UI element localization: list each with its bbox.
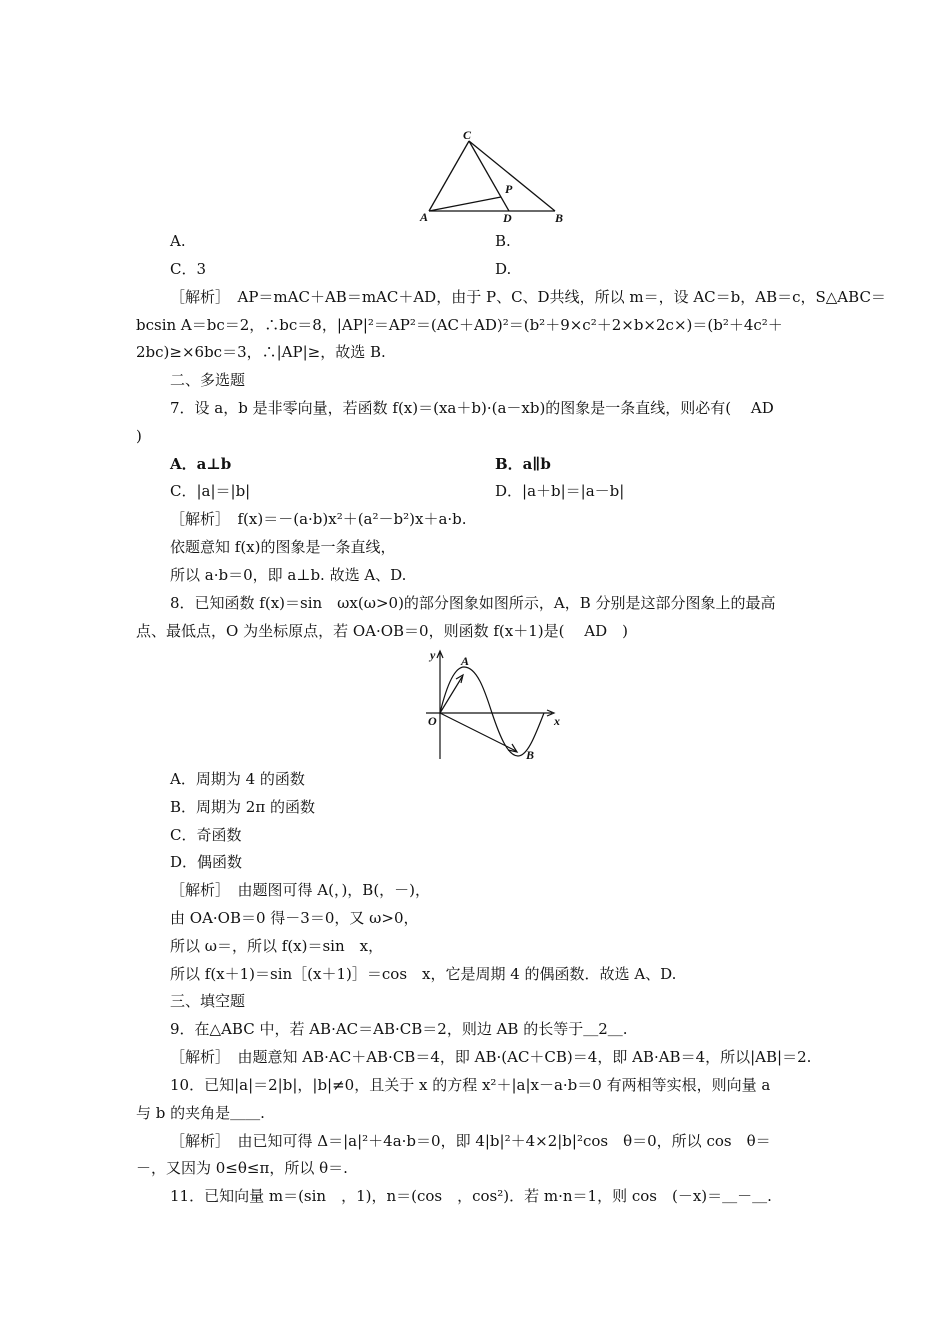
q7-stem-line-1: 7．设 a，b 是非零向量，若函数 f(x)＝(xa＋b)·(a－xb)的图象是一条直线，则必有( AD [170, 399, 774, 417]
q7-analysis-line-3: 所以 a·b＝0，即 a⊥b. 故选 A、D. [170, 566, 407, 584]
q9-stem: 9．在△ABC 中，若 AB·AC＝AB·CB＝2，则边 AB 的长等于＿2＿. [170, 1020, 628, 1038]
segment-ac [429, 141, 469, 211]
label-p: P [505, 182, 513, 196]
triangle-figure [415, 125, 575, 225]
section-heading-multi-choice: 二、多选题 [170, 371, 246, 389]
q6-option-c: C．3 [170, 260, 207, 278]
sine-graph-figure [420, 645, 570, 763]
q10-stem-line-2: 与 b 的夹角是＿＿. [136, 1104, 265, 1122]
q10-analysis-line-2: －，又因为 0≤θ≤π，所以 θ＝. [136, 1159, 348, 1177]
q6-option-d: D. [495, 260, 512, 278]
q8-analysis-line-4: 所以 f(x＋1)＝sin［(x＋1)］＝cos x，它是周期 4 的偶函数．故选 A、D. [170, 965, 677, 983]
q8-option-d: D．偶函数 [170, 853, 243, 871]
q8-analysis-line-2: 由 OA·OB＝0 得－3＝0，又 ω>0， [170, 909, 419, 927]
q8-option-a: A．周期为 4 的函数 [170, 770, 305, 788]
label-b-point: B [526, 748, 535, 762]
label-y: y [430, 648, 436, 662]
q6-analysis-line-1: ［解析］ AP＝mAC＋AB＝mAC＋AD，由于 P、C、D共线，所以 m＝，设 AC＝b，AB＝c，S△ABC＝ [170, 288, 886, 306]
q9-analysis: ［解析］ 由题意知 AB·AC＋AB·CB＝4，即 AB·(AC＋CB)＝4，即 AB·AB＝4，所以|AB|＝2. [170, 1048, 812, 1066]
q6-option-b: B. [495, 232, 511, 250]
label-a-point: A [461, 654, 470, 668]
q8-option-c: C．奇函数 [170, 826, 242, 844]
q8-analysis-line-1: ［解析］ 由题图可得 A(，)，B(，－)， [170, 881, 431, 899]
vector-ob [440, 713, 516, 751]
q6-analysis-line-2: bcsin A＝bc＝2，∴bc＝8，|AP|²＝AP²＝(AC＋AD)²＝(b²＋9×c²＋2×b×2c×)＝(b²＋4c²＋ [136, 316, 783, 334]
label-d: D [503, 211, 512, 225]
label-a: A [420, 210, 429, 224]
q7-analysis-line-1: ［解析］ f(x)＝－(a·b)x²＋(a²－b²)x＋a·b. [170, 510, 467, 528]
q7-option-c: C．|a|＝|b| [170, 482, 251, 500]
q7-option-b: B．a∥b [495, 455, 551, 473]
q11-stem: 11．已知向量 m＝(sin ，1)，n＝(cos ，cos²)．若 m·n＝1，则 cos (－x)＝＿－＿. [170, 1187, 772, 1205]
q7-analysis-line-2: 依题意知 f(x)的图象是一条直线， [170, 538, 396, 556]
vector-oa [440, 677, 462, 713]
segment-cd [469, 141, 509, 211]
segment-ap [429, 197, 501, 211]
q8-analysis-line-3: 所以 ω＝，所以 f(x)＝sin x， [170, 937, 384, 955]
label-o: O [428, 714, 437, 728]
q8-option-b: B．周期为 2π 的函数 [170, 798, 315, 816]
q7-stem-line-2: ) [136, 427, 142, 445]
q7-option-a: A．a⊥b [170, 455, 232, 473]
sine-curve [440, 667, 544, 756]
q10-analysis-line-1: ［解析］ 由已知可得 Δ＝|a|²＋4a·b＝0，即 4|b|²＋4×2|b|²cos θ＝0，所以 cos θ＝ [170, 1132, 771, 1150]
q10-stem-line-1: 10．已知|a|＝2|b|，|b|≠0，且关于 x 的方程 x²＋|a|x－a·b＝0 有两相等实根，则向量 a [170, 1076, 771, 1094]
label-x: x [554, 714, 560, 728]
q8-stem-line-1: 8．已知函数 f(x)＝sin ωx(ω>0)的部分图象如图所示，A，B 分别是这部分图象上的最高 [170, 594, 776, 612]
label-c: C [463, 128, 472, 142]
q6-analysis-line-3: 2bc)≥×6bc＝3，∴|AP|≥，故选 B. [136, 343, 386, 361]
q6-option-a: A. [170, 232, 186, 250]
q7-option-d: D．|a＋b|＝|a－b| [495, 482, 625, 500]
q8-stem-line-2: 点、最低点，O 为坐标原点，若 OA·OB＝0，则函数 f(x＋1)是( AD ) [136, 622, 628, 640]
label-b: B [555, 211, 564, 225]
section-heading-fill-blank: 三、填空题 [170, 992, 246, 1010]
